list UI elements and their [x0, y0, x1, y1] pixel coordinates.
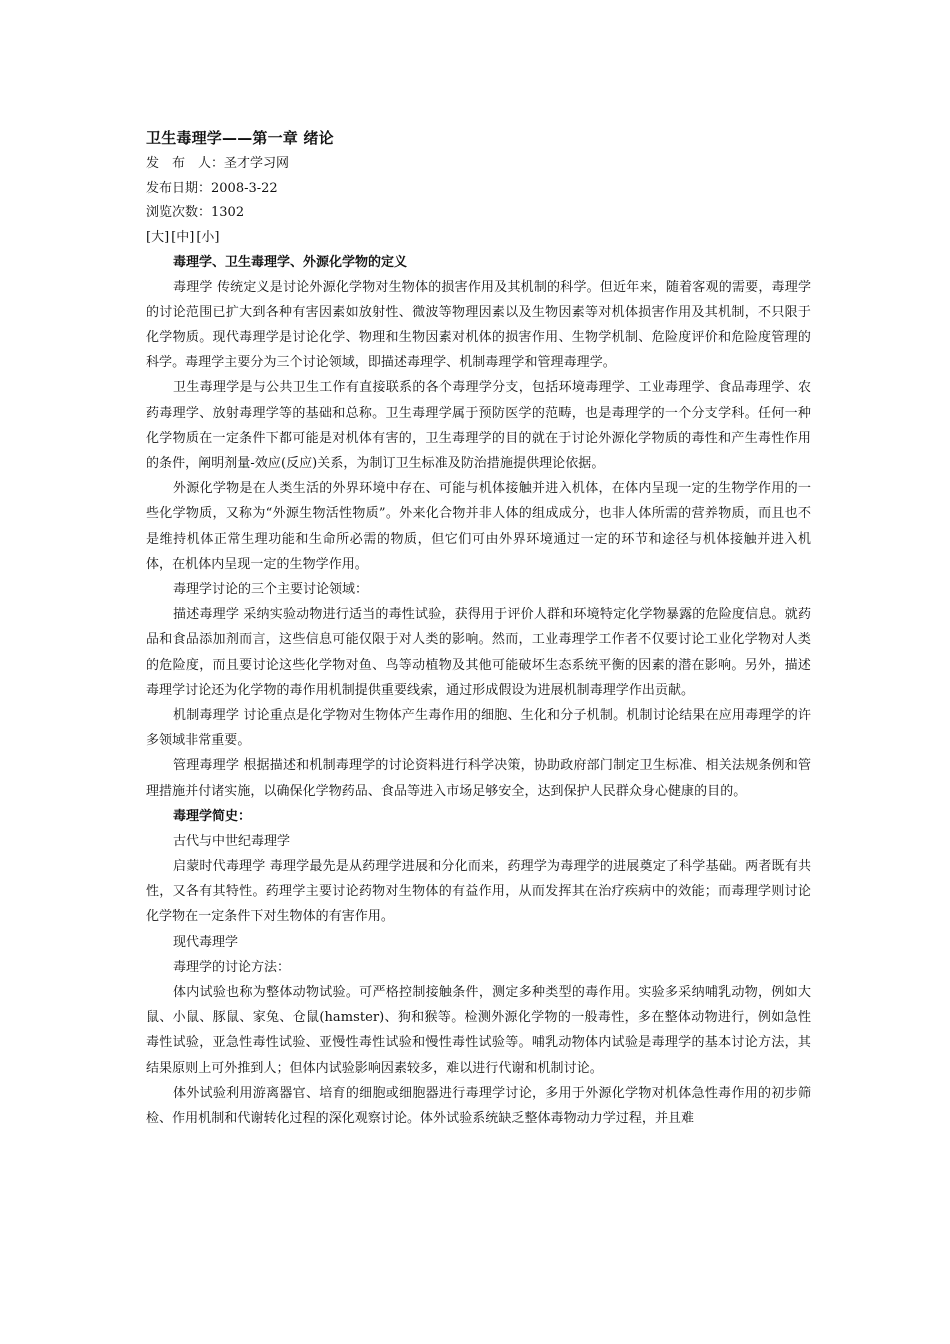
- paragraph-mechanistic-toxicology: 机制毒理学 讨论重点是化学物对生物体产生毒作用的细胞、生化和分子机制。机制讨论结果在应用毒理学的许多领域非常重要。: [146, 707, 811, 749]
- date-line: 发布日期：2008-3-22: [146, 180, 278, 196]
- views-line: 浏览次数：1302: [146, 205, 245, 220]
- font-size-small-link[interactable]: [小]: [196, 229, 220, 245]
- section-heading-definitions: 毒理学、卫生毒理学、外源化学物的定义: [173, 254, 408, 270]
- font-size-large-link[interactable]: [大]: [146, 229, 170, 245]
- section-heading-history: 毒理学简史：: [173, 808, 252, 824]
- font-size-switcher: [146, 226, 811, 250]
- paragraph-in-vitro: 体外试验利用游离器官、培育的细胞或细胞器进行毒理学讨论，多用于外源化学物对机体急性毒作用的初步筛检、作用机制和代谢转化过程的深化观察讨论。体外试验系统缺乏整体毒物动力学过程，并且难: [146, 1085, 811, 1126]
- paragraph-toxicology-definition: 毒理学 传统定义是讨论外源化学物对生物体的损害作用及其机制的科学。但近年来，随着客观的需要，毒理学的讨论范围已扩大到各种有害因素如放射性、微波等物理因素以及生物因素等对机体损害作用及其机制，不只限于化学物质。现代毒理学是讨论化学、物理和生物因素对机体的损害作用、生物学机制、危险度评价和危险度管理的科学。毒理学主要分为三个讨论领域，即描述毒理学、机制毒理学和管理毒理学。: [146, 279, 811, 371]
- subheading-ancient: 古代与中世纪毒理学: [173, 833, 291, 849]
- publisher-line: 发 布 人：圣才学习网: [146, 156, 290, 171]
- paragraph-enlightenment: 启蒙时代毒理学 毒理学最先是从药理学进展和分化而来，药理学为毒理学的进展奠定了科学基础。两者既有共性，又各有其特性。药理学主要讨论药物对生物体的有益作用，从而发挥其在治疗疾病中的效能；而毒理学则讨论化学物在一定条件下对生物体的有害作用。: [146, 858, 811, 925]
- document-page: [146, 128, 811, 1131]
- paragraph-xenobiotics: 外源化学物是在人类生活的外界环境中存在、可能与机体接触并进入机体，在体内呈现一定的生物学作用的一些化学物质，又称为“外源生物活性物质”。外来化合物并非人体的组成成分，也非人体所需的营养物质，而且也不是维持机体正常生理功能和生命所必需的物质，但它们可由外界环境通过一定的环节和途径与机体接触并进入机体，在机体内呈现一定的生物学作用。: [146, 481, 811, 572]
- paragraph-health-toxicology: 卫生毒理学是与公共卫生工作有直接联系的各个毒理学分支，包括环境毒理学、工业毒理学、食品毒理学、农药毒理学、放射毒理学等的基础和总称。卫生毒理学属于预防医学的范畴，也是毒理学的一个分支学科。任何一种化学物质在一定条件下都可能是对机体有害的，卫生毒理学的目的就在于讨论外源化学物质的毒性和产生毒性作用的条件，阐明剂量-效应(反应)关系，为制订卫生标准及防治措施提供理论依据。: [146, 380, 811, 471]
- font-size-medium-link[interactable]: [中]: [171, 229, 195, 245]
- article-title: 卫生毒理学——第一章 绪论: [146, 129, 334, 147]
- paragraph-descriptive-toxicology: 描述毒理学 采纳实验动物进行适当的毒性试验，获得用于评价人群和环境特定化学物暴露的危险度信息。就药品和食品添加剂而言，这些信息可能仅限于对人类的影响。然而，工业毒理学工作者不仅要讨论工业化学物对人类的危险度，而且要讨论这些化学物对鱼、鸟等动植物及其他可能破坏生态系统平衡的因素的潜在影响。另外，描述毒理学讨论还为化学物的毒作用机制提供重要线索，通过形成假设为进展机制毒理学作出贡献。: [146, 607, 811, 698]
- paragraph-in-vivo: 体内试验也称为整体动物试验。可严格控制接触条件，测定多种类型的毒作用。实验多采纳哺乳动物，例如大鼠、小鼠、豚鼠、家兔、仓鼠(hamster)、狗和猴等。检测外源化学物的一般毒性，多在整体动物进行，例如急性毒性试验，亚急性毒性试验、亚慢性毒性试验和慢性毒性试验等。哺乳动物体内试验是毒理学的基本讨论方法，其结果原则上可外推到人；但体内试验影响因素较多，难以进行代谢和机制讨论。: [146, 984, 811, 1076]
- subheading-modern: 现代毒理学: [173, 934, 239, 950]
- subheading-three-fields: 毒理学讨论的三个主要讨论领域：: [173, 581, 369, 597]
- subheading-methods: 毒理学的讨论方法：: [173, 959, 291, 975]
- paragraph-regulatory-toxicology: 管理毒理学 根据描述和机制毒理学的讨论资料进行科学决策，协助政府部门制定卫生标准、相关法规条例和管理措施并付诸实施，以确保化学物药品、食品等进入市场足够安全，达到保护人民群众身心健康的目的。: [146, 758, 811, 799]
